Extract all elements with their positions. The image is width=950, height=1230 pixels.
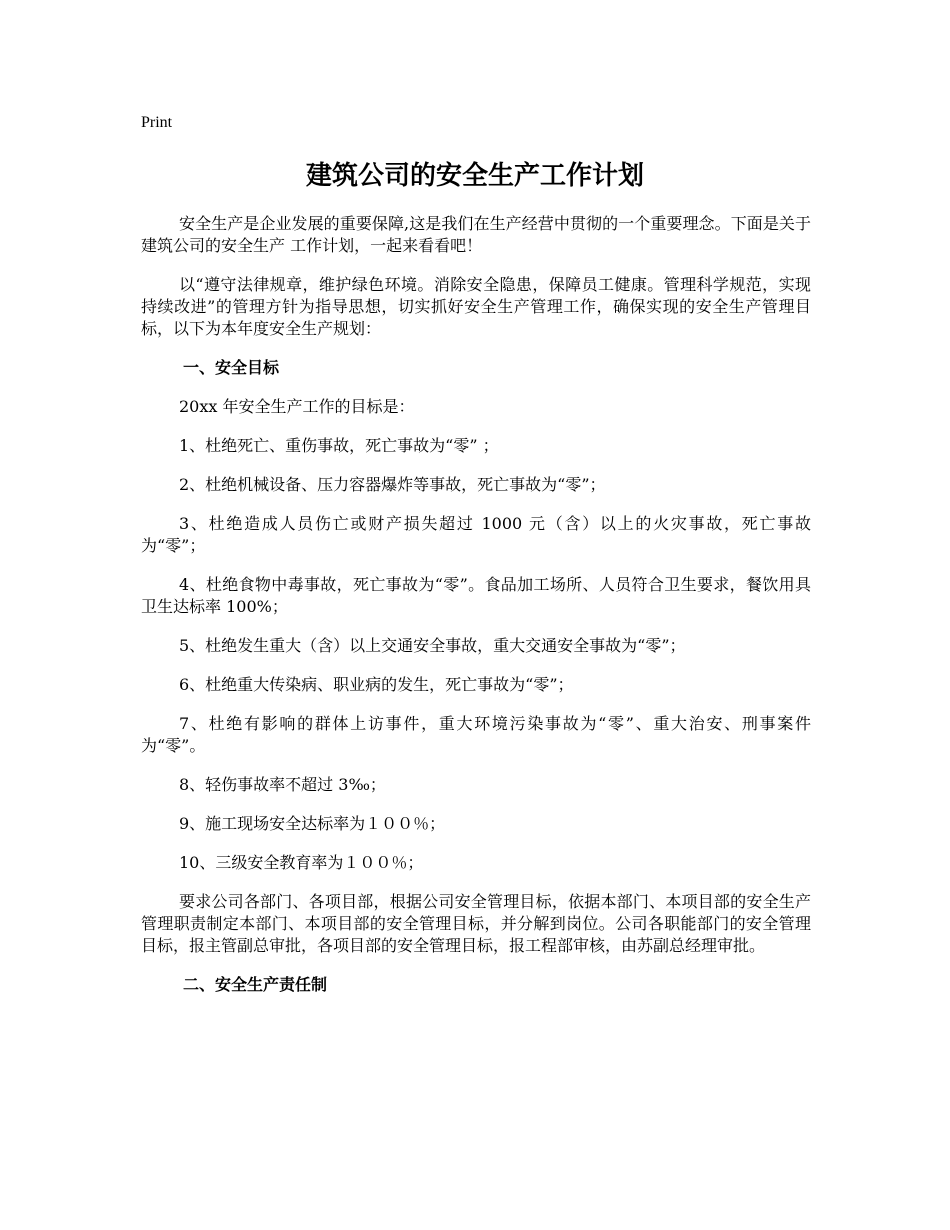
goal-item-2: 2、杜绝机械设备、压力容器爆炸等事故，死亡事故为“零”； — [179, 475, 606, 494]
goal-item-10: 10、三级安全教育率为１００％； — [179, 853, 424, 872]
document-body — [141, 213, 811, 1013]
goal-item-6: 6、杜绝重大传染病、职业病的发生，死亡事故为“零”； — [179, 675, 574, 694]
goal-item-5: 5、杜绝发生重大（含）以上交通安全事故，重大交通安全事故为“零”； — [179, 636, 686, 655]
goals-intro: 20xx 年安全生产工作的目标是： — [179, 397, 415, 416]
goal-item-8: 8、轻伤事故率不超过 3‰； — [179, 775, 386, 794]
goal-item-3: 3、杜绝造成人员伤亡或财产损失超过 1000 元（含）以上的火灾事故，死亡事故为“零”； — [141, 514, 811, 555]
goal-item-4: 4、杜绝食物中毒事故，死亡事故为“零”。食品加工场所、人员符合卫生要求，餐饮用具卫生达标率 100%； — [141, 575, 811, 616]
goal-item-9: 9、施工现场安全达标率为１００％； — [179, 814, 446, 833]
document-title: 建筑公司的安全生产工作计划 — [305, 161, 644, 191]
guideline-paragraph: 以“遵守法律规章，维护绿色环境。消除安全隐患，保障员工健康。管理科学规范，实现持续改进”的管理方针为指导思想，切实抓好安全生产管理工作，确保实现的安全生产管理目标，以下为本年度安全生产规划： — [141, 275, 811, 338]
section-heading-responsibility: 二、安全生产责任制 — [183, 975, 328, 994]
section-heading-safety-goals: 一、安全目标 — [183, 358, 280, 377]
intro-paragraph: 安全生产是企业发展的重要保障,这是我们在生产经营中贯彻的一个重要理念。下面是关于建筑公司的安全生产 工作计划，一起来看看吧！ — [141, 214, 811, 255]
goal-item-7: 7、杜绝有影响的群体上访事件，重大环境污染事故为“零”、重大治安、刑事案件为“零”。 — [141, 714, 811, 755]
requirements-paragraph: 要求公司各部门、各项目部，根据公司安全管理目标，依据本部门、本项目部的安全生产管理职责制定本部门、本项目部的安全管理目标，并分解到岗位。公司各职能部门的安全管理目标，报主管副总审批，各项目部的安全管理目标，报工程部审核，由苏副总经理审批。 — [141, 892, 811, 955]
goal-item-1: 1、杜绝死亡、重伤事故，死亡事故为“零” ； — [179, 436, 499, 455]
print-link[interactable]: Print — [141, 114, 173, 131]
